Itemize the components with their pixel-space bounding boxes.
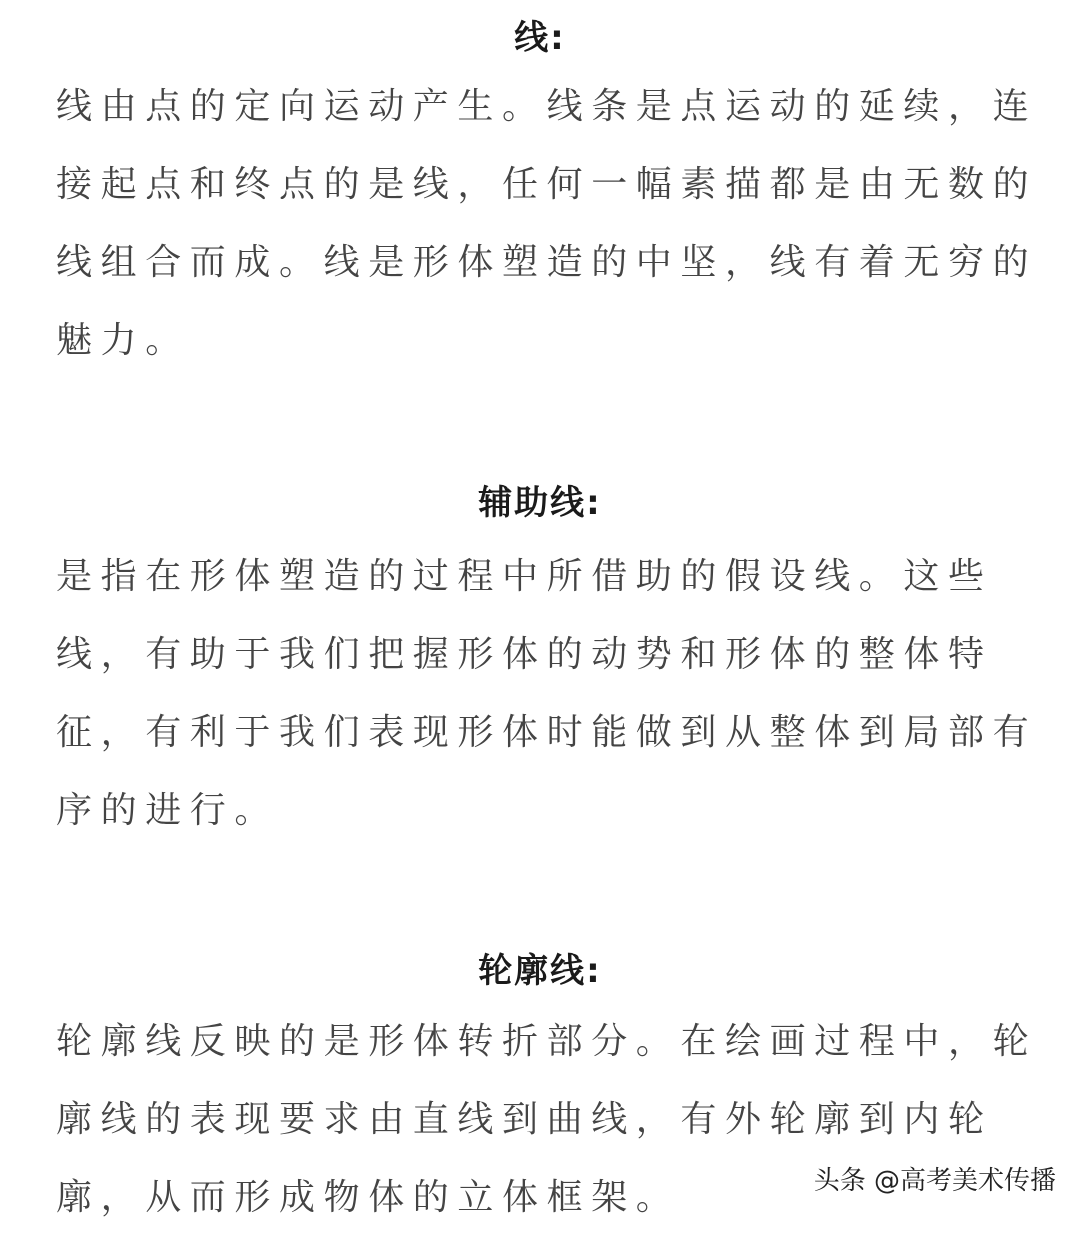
paragraph-line: 魅力。: [56, 320, 190, 361]
section-heading-auxiliary-line: 辅助线:: [478, 483, 602, 523]
paragraph-line: 线由点的定向运动产生。线条是点运动的延续，连: [56, 86, 1038, 127]
section-paragraph-line: [56, 68, 1038, 380]
section-paragraph-contour-line: [56, 1003, 1038, 1237]
paragraph-line: 线组合而成。线是形体塑造的中坚，线有着无穷的: [56, 242, 1038, 283]
paragraph-line: 廓线的表现要求由直线到曲线，有外轮廓到内轮: [56, 1099, 993, 1140]
paragraph-line: 线，有助于我们把握形体的动势和形体的整体特: [56, 634, 993, 675]
paragraph-line: 是指在形体塑造的过程中所借助的假设线。这些: [56, 556, 993, 597]
paragraph-line: 序的进行。: [56, 790, 280, 831]
section-paragraph-auxiliary-line: [56, 538, 1038, 850]
paragraph-line: 轮廓线反映的是形体转折部分。在绘画过程中，轮: [56, 1021, 1038, 1062]
paragraph-line: 征，有利于我们表现形体时能做到从整体到局部有: [56, 712, 1038, 753]
section-heading-contour-line: 轮廓线:: [478, 951, 602, 991]
section-heading-line: 线:: [514, 18, 566, 58]
watermark: 头条 @高考美术传播: [813, 1166, 1056, 1196]
paragraph-line: 接起点和终点的是线，任何一幅素描都是由无数的: [56, 164, 1038, 205]
paragraph-line: 廓，从而形成物体的立体框架。: [56, 1177, 681, 1218]
